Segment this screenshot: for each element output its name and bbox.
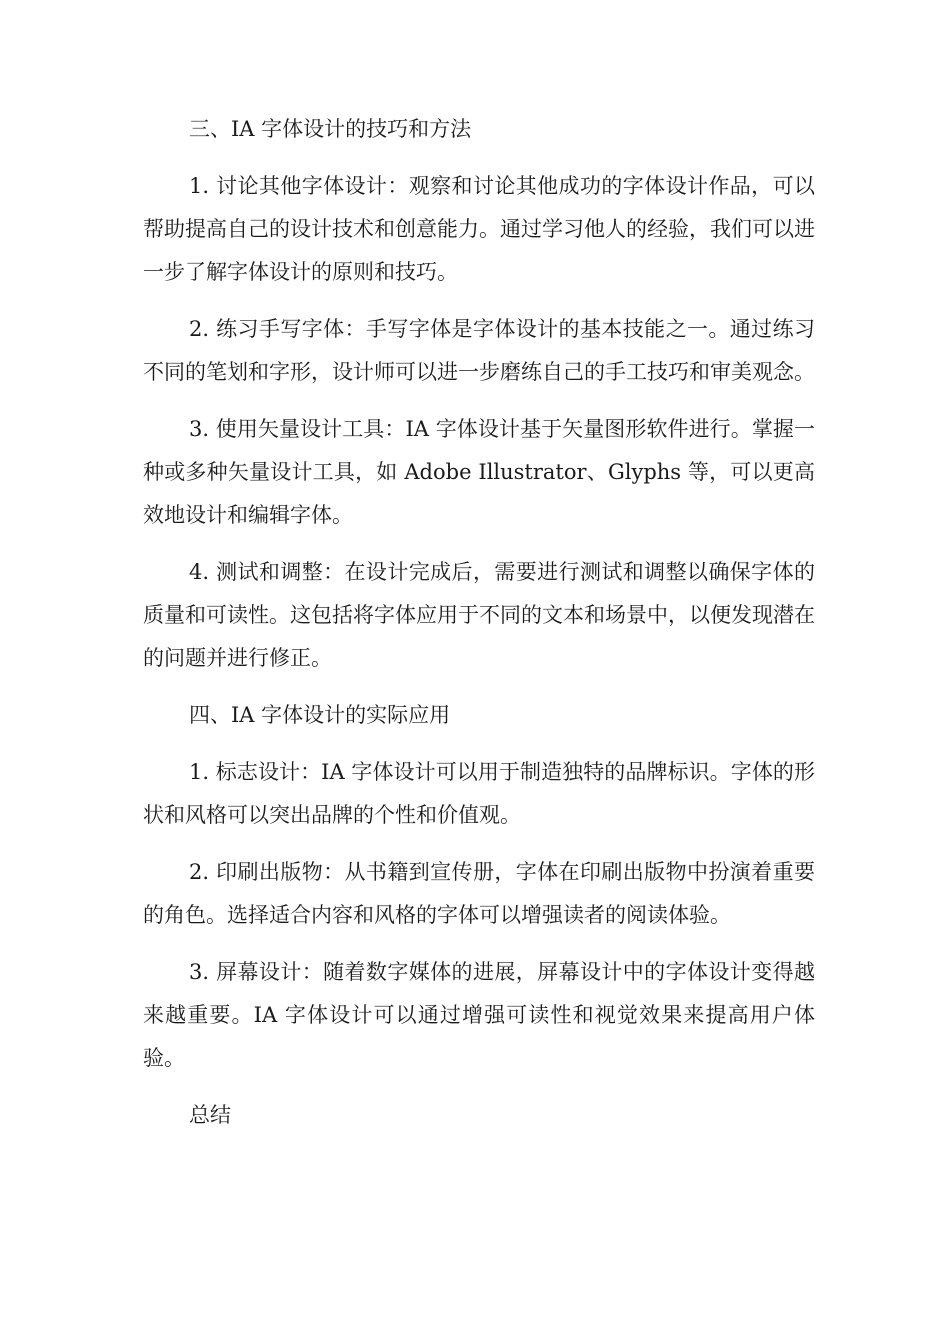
section-4-item-1: 1. 标志设计：IA 字体设计可以用于制造独特的品牌标识。字体的形状和风格可以突出品牌的个性和价值观。 (143, 760, 815, 827)
section-3-item-1: 1. 讨论其他字体设计：观察和讨论其他成功的字体设计作品，可以帮助提高自己的设计技术和创意能力。通过学习他人的经验，我们可以进一步了解字体设计的原则和技巧。 (143, 174, 815, 284)
section-4-item-3: 3. 屏幕设计：随着数字媒体的进展，屏幕设计中的字体设计变得越来越重要。IA 字体设计可以通过增强可读性和视觉效果来提高用户体验。 (143, 960, 815, 1070)
section-4-heading: 四、IA 字体设计的实际应用 (189, 703, 451, 727)
section-3-item-2: 2. 练习手写字体：手写字体是字体设计的基本技能之一。通过练习不同的笔划和字形，设计师可以进一步磨练自己的手工技巧和审美观念。 (143, 317, 815, 384)
section-4-item-2: 2. 印刷出版物：从书籍到宣传册，字体在印刷出版物中扮演着重要的角色。选择适合内容和风格的字体可以增强读者的阅读体验。 (143, 860, 815, 927)
section-3-heading: 三、IA 字体设计的技巧和方法 (189, 117, 472, 141)
section-3-item-3: 3. 使用矢量设计工具：IA 字体设计基于矢量图形软件进行。掌握一种或多种矢量设计工具，如 Adobe Illustrator、Glyphs 等，可以更高效地设计和编辑字体。 (143, 417, 815, 527)
summary-heading: 总结 (189, 1103, 231, 1127)
document-body (143, 108, 815, 1151)
section-3-item-4: 4. 测试和调整：在设计完成后，需要进行测试和调整以确保字体的质量和可读性。这包括将字体应用于不同的文本和场景中，以便发现潜在的问题并进行修正。 (143, 560, 815, 670)
